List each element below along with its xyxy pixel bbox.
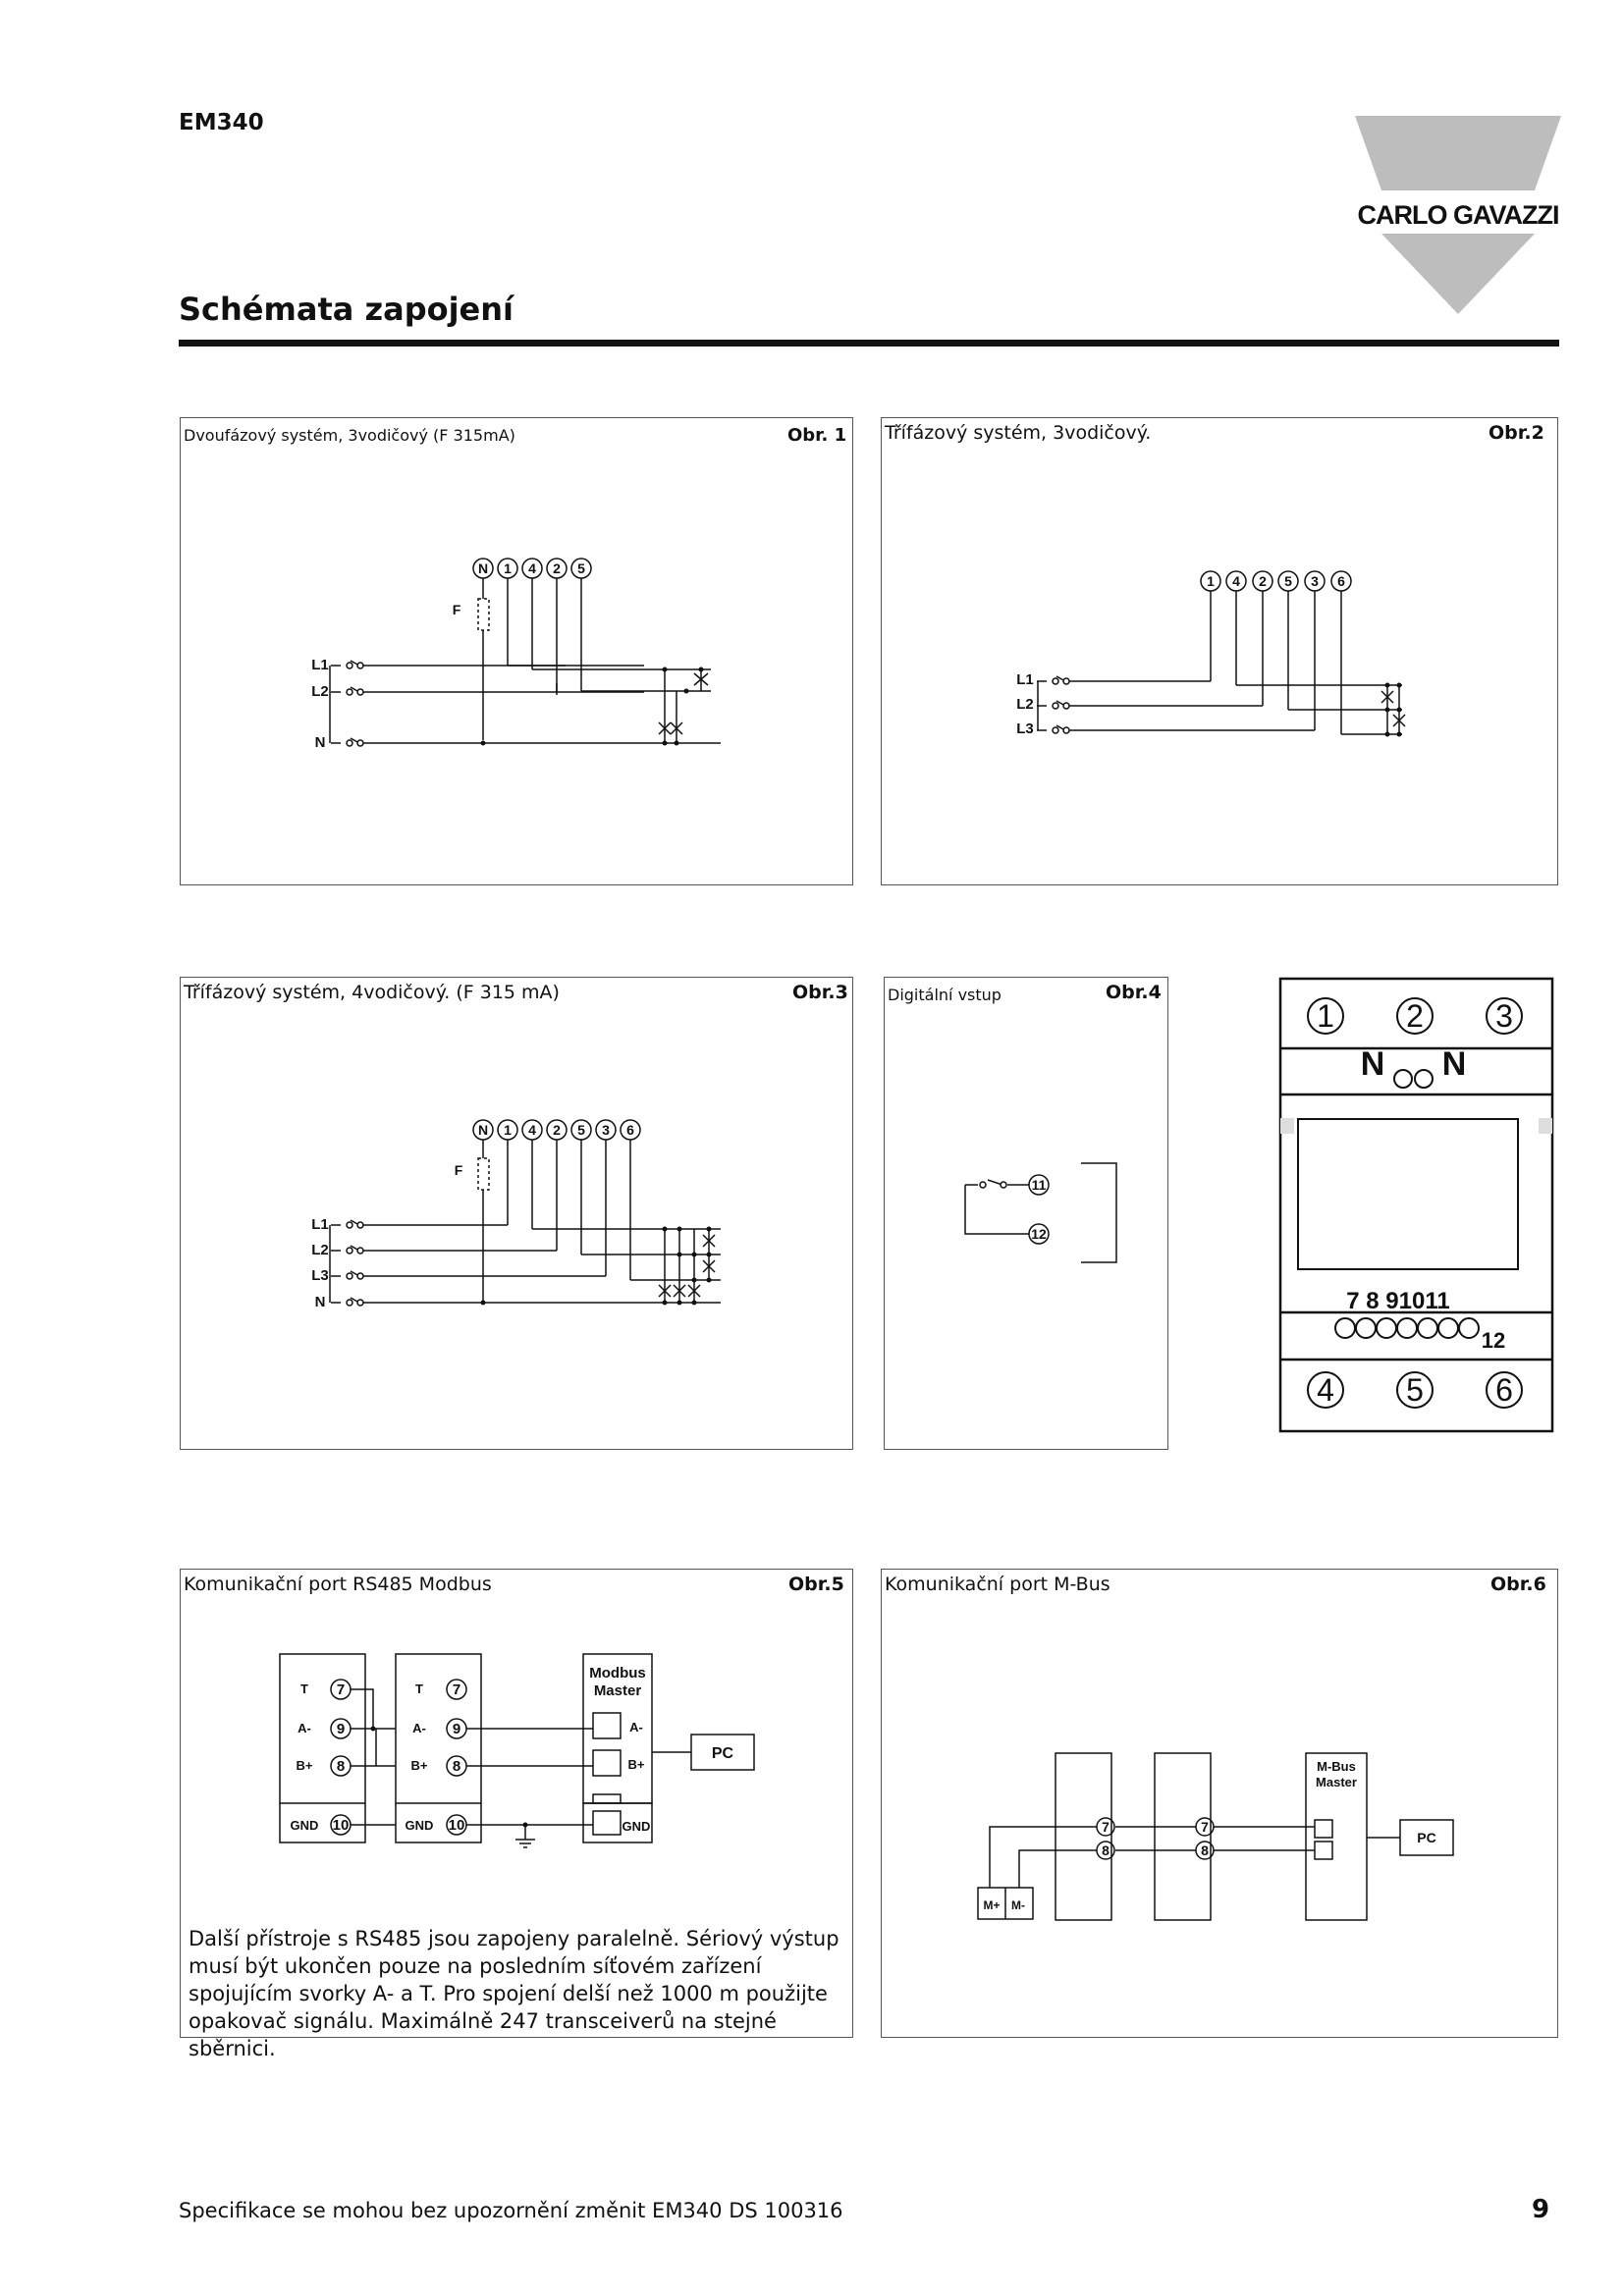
fig3-terminal-5: 5 <box>577 1122 585 1138</box>
device-front-drawing <box>1278 977 1554 1433</box>
figure-6-title: Komunikační port M-Bus <box>885 1574 1110 1595</box>
fig5-dev1-row-gnd: GND <box>290 1818 319 1833</box>
fig1-terminal-1: 1 <box>504 561 512 576</box>
figure-3-number: Obr.3 <box>792 982 848 1003</box>
fig5-dev2-row-gnd: GND <box>405 1818 434 1833</box>
fig1-line-l1: L1 <box>311 657 329 673</box>
document-code: EM340 <box>179 110 264 135</box>
fig2-terminal-2: 2 <box>1259 573 1267 589</box>
figure-5-number: Obr.5 <box>788 1574 844 1595</box>
fig2-terminal-1: 1 <box>1207 573 1215 589</box>
figure-5-diagram <box>181 1570 854 1903</box>
fig5-master-row-a: A- <box>629 1720 643 1735</box>
fig5-dev1-row-a: A- <box>298 1721 311 1735</box>
fig3-line-n: N <box>314 1294 326 1310</box>
footer-text: Specifikace se mohou bez upozornění změnit EM340 DS 100316 <box>179 2199 843 2222</box>
fig1-terminal-5: 5 <box>577 561 585 576</box>
figure-2-panel <box>881 417 1558 885</box>
fig6-dev1-terminal-7: 7 <box>1102 1819 1110 1835</box>
fig1-line-l2: L2 <box>311 683 329 700</box>
figure-1-number: Obr. 1 <box>787 425 847 446</box>
fig2-terminal-3: 3 <box>1311 573 1319 589</box>
fig6-mplus-label: M+ <box>983 1898 1001 1912</box>
fig6-master-label-2: Master <box>1316 1775 1357 1789</box>
device-io-labels: 7 8 91011 <box>1346 1288 1450 1314</box>
fig5-dev1-terminal-7: 7 <box>336 1682 346 1698</box>
fig2-line-l3: L3 <box>1016 721 1034 737</box>
fig5-master-label-1: Modbus <box>589 1665 646 1682</box>
device-terminal-5: 5 <box>1406 1372 1424 1408</box>
figure-1-panel <box>180 417 853 885</box>
fig4-terminal-12: 12 <box>1031 1226 1047 1242</box>
device-terminal-2: 2 <box>1406 998 1424 1034</box>
fig5-dev1-row-t: T <box>300 1682 308 1696</box>
brand-name: CARLO GAVAZZI <box>1357 200 1559 230</box>
fig1-terminal-n: N <box>477 561 489 576</box>
fig1-terminal-2: 2 <box>553 561 561 576</box>
fig2-terminal-6: 6 <box>1337 573 1345 589</box>
figure-3-panel <box>180 977 853 1450</box>
fig5-dev2-terminal-10: 10 <box>448 1817 465 1834</box>
figure-5-note: Další přístroje s RS485 jsou zapojeny paralelně. Sériový výstup musí být ukončen pouze na posledním síťovém zařízení spojujícím svorky A- a T. Pro spojení delší než 1000 m použijte opakovač signálu. Maximálně 247 transceiverů na stejné sběrnici. <box>189 1927 839 2060</box>
device-n-left: N <box>1360 1045 1385 1083</box>
fig6-pc-label: PC <box>1417 1830 1436 1845</box>
fig5-dev1-terminal-10: 10 <box>332 1817 350 1834</box>
device-io-label-12: 12 <box>1481 1328 1506 1353</box>
carlo-gavazzi-logo <box>1355 116 1561 314</box>
fig5-master-row-gnd: GND <box>622 1819 651 1834</box>
device-terminal-4: 4 <box>1317 1372 1334 1408</box>
figure-6-panel <box>881 1569 1558 2038</box>
fig3-terminal-2: 2 <box>553 1122 561 1138</box>
figure-2-number: Obr.2 <box>1489 422 1544 444</box>
fig3-line-l2: L2 <box>311 1242 329 1258</box>
figure-4-number: Obr.4 <box>1106 982 1162 1003</box>
fig3-terminal-6: 6 <box>626 1122 634 1138</box>
fig3-fuse-label: F <box>454 1162 463 1178</box>
fig3-terminal-1: 1 <box>504 1122 512 1138</box>
fig2-terminal-5: 5 <box>1284 573 1292 589</box>
device-terminal-1: 1 <box>1317 998 1334 1034</box>
device-drawing <box>1278 977 1554 1433</box>
fig1-line-n: N <box>314 734 326 751</box>
figure-4-title: Digitální vstup <box>888 986 1001 1004</box>
device-terminal-3: 3 <box>1495 998 1513 1034</box>
fig1-fuse-label: F <box>452 602 461 617</box>
fig5-dev1-terminal-9: 9 <box>336 1721 346 1737</box>
figure-5-title: Komunikační port RS485 Modbus <box>184 1574 492 1595</box>
fig5-dev2-row-t: T <box>415 1682 423 1696</box>
fig5-dev2-row-b: B+ <box>410 1758 428 1773</box>
fig3-line-l1: L1 <box>311 1216 329 1233</box>
figure-3-diagram <box>181 978 854 1451</box>
fig5-pc-label: PC <box>711 1745 734 1762</box>
device-n-right: N <box>1441 1045 1467 1083</box>
fig6-master-label-1: M-Bus <box>1317 1759 1356 1774</box>
fig2-line-l1: L1 <box>1016 671 1034 688</box>
page-number: 9 <box>1532 2195 1550 2224</box>
fig3-terminal-3: 3 <box>602 1122 610 1138</box>
device-terminal-6: 6 <box>1495 1372 1513 1408</box>
figure-4-panel <box>884 977 1168 1450</box>
figure-5-panel <box>180 1569 853 2060</box>
figure-1-diagram <box>181 418 854 886</box>
fig5-dev1-terminal-8: 8 <box>336 1758 346 1775</box>
fig5-dev2-terminal-8: 8 <box>452 1758 461 1775</box>
fig6-dev2-terminal-8: 8 <box>1201 1842 1209 1858</box>
fig3-terminal-n: N <box>477 1122 489 1138</box>
fig1-terminal-4: 4 <box>528 561 536 576</box>
fig5-dev2-row-a: A- <box>412 1721 426 1735</box>
fig2-line-l2: L2 <box>1016 696 1034 713</box>
fig5-master-label-2: Master <box>593 1682 642 1699</box>
fig5-dev2-terminal-9: 9 <box>452 1721 461 1737</box>
fig4-terminal-11: 11 <box>1031 1177 1047 1193</box>
figure-2-title: Třífázový systém, 3vodičový. <box>885 422 1152 444</box>
figure-2-diagram <box>882 418 1559 886</box>
fig5-dev2-terminal-7: 7 <box>452 1682 461 1698</box>
fig5-dev1-row-b: B+ <box>296 1758 313 1773</box>
figure-6-diagram <box>882 1570 1559 2039</box>
figure-4-diagram <box>885 978 1169 1451</box>
figure-6-number: Obr.6 <box>1490 1574 1546 1595</box>
figure-1-title: Dvoufázový systém, 3vodičový (F 315mA) <box>184 426 515 445</box>
fig5-master-row-b: B+ <box>627 1757 645 1772</box>
fig6-dev1-terminal-8: 8 <box>1102 1842 1110 1858</box>
fig6-dev2-terminal-7: 7 <box>1201 1819 1209 1835</box>
section-title: Schémata zapojení <box>179 291 514 328</box>
figure-3-title: Třífázový systém, 4vodičový. (F 315 mA) <box>184 982 560 1003</box>
fig3-terminal-4: 4 <box>528 1122 536 1138</box>
title-rule <box>179 340 1559 347</box>
fig3-line-l3: L3 <box>311 1267 329 1284</box>
fig2-terminal-4: 4 <box>1232 573 1240 589</box>
fig6-mminus-label: M- <box>1011 1898 1025 1912</box>
